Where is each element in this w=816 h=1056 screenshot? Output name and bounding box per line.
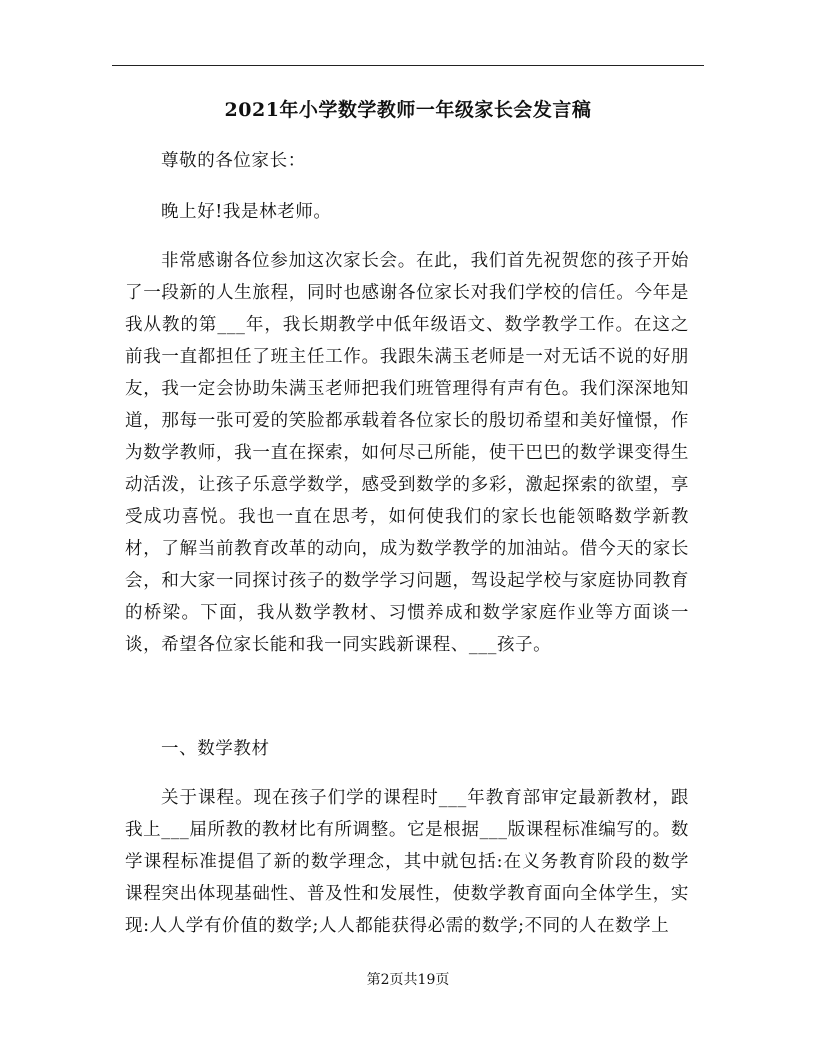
body-paragraph: 关于课程。现在孩子们学的课程时___年教育部审定最新教材，跟我上___届所教的教材比有所调整。它是根据___版课程标准编写的。数学课程标准提倡了新的数学理念，其中就包括:在义务教育阶段的数学课程突出体现基础性、普及性和发展性，使数学教育面向全体学生，实现:人人学有价值的数学;人人都能获得必需的数学;不同的人在数学上 <box>125 788 689 936</box>
section-heading: 一、数学教材 <box>161 739 270 759</box>
salutation: 尊敬的各位家长： <box>161 151 306 171</box>
header-rule <box>112 65 704 66</box>
body-paragraph: 非常感谢各位参加这次家长会。在此，我们首先祝贺您的孩子开始了一段新的人生旅程，同时也感谢各位家长对我们学校的信任。今年是我从教的第___年，我长期教学中低年级语文、数学教学工作。在这之前我一直都担任了班主任工作。我跟朱满玉老师是一对无话不说的好朋友，我一定会协助朱满玉老师把我们班管理得有声有色。我们深深地知道，那每一张可爱的笑脸都承载着各位家长的殷切希望和美好憧憬，作为数学教师，我一直在探索，如何尽己所能，使干巴巴的数学课变得生动活泼，让孩子乐意学数学，感受到数学的多彩，激起探索的欲望，享受成功喜悦。我也一直在思考，如何使我们的家长也能领略数学新教材，了解当前教育改革的动向，成为数学教学的加油站。借今天的家长会，和大家一同探讨孩子的数学学习问题，驾设起学校与家庭协同教育的桥梁。下面，我从数学教材、习惯养成和数学家庭作业等方面谈一谈，希望各位家长能和我一同实践新课程、___孩子。 <box>125 251 689 655</box>
page-number: 第2页共19页 <box>366 972 450 988</box>
greeting: 晚上好!我是林老师。 <box>161 202 332 222</box>
document-title: 2021年小学数学教师一年级家长会发言稿 <box>224 99 592 121</box>
